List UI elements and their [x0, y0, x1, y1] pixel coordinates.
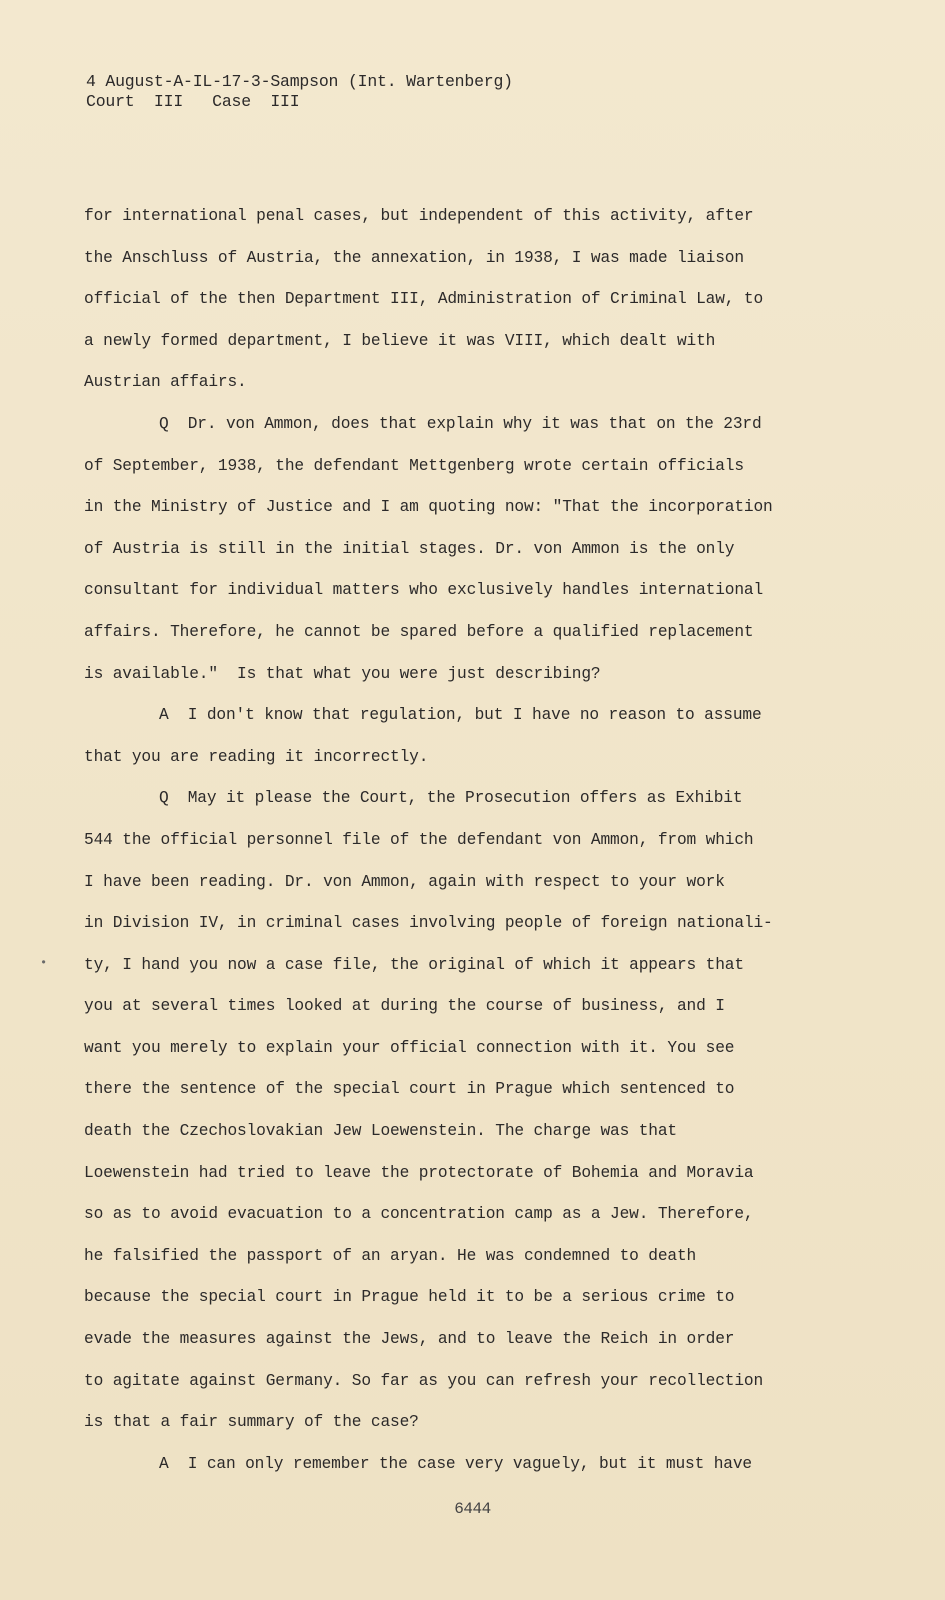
text-line: of September, 1938, the defendant Mettgenberg wrote certain officials [84, 456, 744, 475]
text-line: want you merely to explain your official connection with it. You see [84, 1038, 735, 1057]
document-header [86, 72, 513, 112]
paragraph [84, 1444, 824, 1486]
margin-mark: • [40, 956, 48, 970]
header-line-1: 4 August-A-IL-17-3-Sampson (Int. Wartenberg) [86, 72, 513, 91]
transcript-body [84, 196, 824, 1485]
text-line: the Anschluss of Austria, the annexation, in 1938, I was made liaison [84, 248, 744, 267]
text-line: he falsified the passport of an aryan. He was condemned to death [84, 1246, 697, 1265]
text-line: I have been reading. Dr. von Ammon, again with respect to your work [84, 872, 725, 891]
paragraph [84, 778, 824, 1444]
paragraph [84, 196, 824, 404]
page-number: 6444 [454, 1500, 491, 1518]
text-line: is available." Is that what you were just describing? [84, 664, 601, 683]
text-line: a newly formed department, I believe it was VIII, which dealt with [84, 331, 716, 350]
text-line: A I don't know that regulation, but I have no reason to assume [159, 706, 762, 725]
text-line: you at several times looked at during the course of business, and I [84, 997, 725, 1016]
text-line: A I can only remember the case very vaguely, but it must have [159, 1454, 752, 1473]
text-line: of Austria is still in the initial stages. Dr. von Ammon is the only [84, 539, 735, 558]
paragraph [84, 695, 824, 778]
text-line: affairs. Therefore, he cannot be spared before a qualified replacement [84, 622, 754, 641]
text-line: so as to avoid evacuation to a concentration camp as a Jew. Therefore, [84, 1205, 754, 1224]
text-line: Q Dr. von Ammon, does that explain why it was that on the 23rd [159, 414, 762, 433]
text-line: death the Czechoslovakian Jew Loewenstein. The charge was that [84, 1122, 677, 1141]
text-line: official of the then Department III, Administration of Criminal Law, to [84, 290, 764, 309]
paragraph [84, 404, 824, 695]
text-line: is that a fair summary of the case? [84, 1413, 419, 1432]
text-line: that you are reading it incorrectly. [84, 747, 429, 766]
text-line: Loewenstein had tried to leave the protectorate of Bohemia and Moravia [84, 1163, 754, 1182]
text-line: ty, I hand you now a case file, the original of which it appears that [84, 955, 744, 974]
text-line: there the sentence of the special court in Prague which sentenced to [84, 1080, 735, 1099]
text-line: to agitate against Germany. So far as you can refresh your recollection [84, 1371, 764, 1390]
text-line: because the special court in Prague held it to be a serious crime to [84, 1288, 735, 1307]
header-line-2: Court III Case III [86, 92, 300, 111]
text-line: Austrian affairs. [84, 373, 247, 392]
text-line: 544 the official personnel file of the defendant von Ammon, from which [84, 830, 754, 849]
text-line: in Division IV, in criminal cases involving people of foreign nationali- [84, 914, 773, 933]
text-line: for international penal cases, but independent of this activity, after [84, 207, 754, 225]
text-line: Q May it please the Court, the Prosecution offers as Exhibit [159, 789, 743, 808]
text-line: consultant for individual matters who exclusively handles international [84, 581, 764, 600]
text-line: in the Ministry of Justice and I am quoting now: "That the incorporation [84, 498, 773, 517]
text-line: evade the measures against the Jews, and to leave the Reich in order [84, 1330, 735, 1349]
